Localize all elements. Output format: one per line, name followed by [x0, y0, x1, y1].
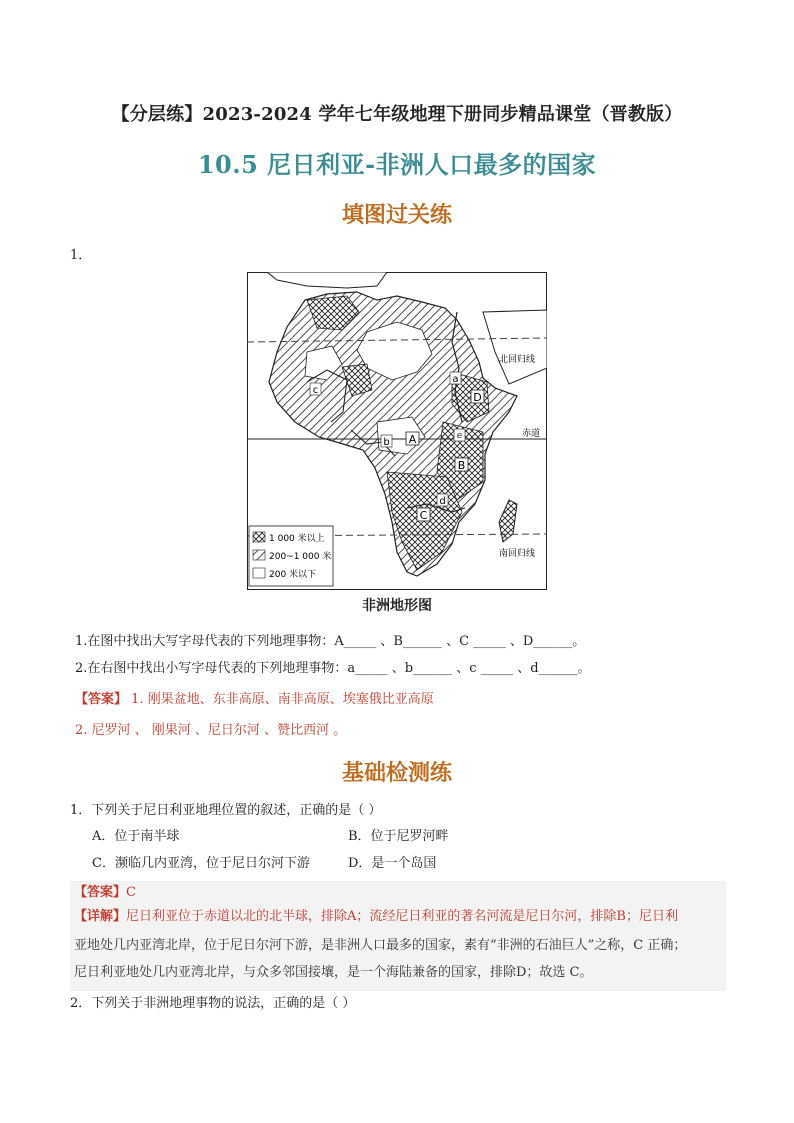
legend-low: 200 米以下	[269, 570, 317, 580]
option-b: B．位于尼罗河畔	[348, 829, 449, 844]
answer-value: C	[126, 885, 136, 900]
map-label-a: a	[452, 374, 459, 385]
africa-terrain-map	[247, 272, 547, 590]
question-1-stem: 1．下列关于尼日利亚地理位置的叙述，正确的是（ ）	[70, 803, 382, 818]
answer-block-2	[74, 883, 136, 903]
series-title: 【分层练】2023-2024 学年七年级地理下册同步精品课堂（晋教版）	[111, 104, 683, 125]
map-label-e: e	[456, 431, 463, 441]
section-title-basic: 基础检测练	[341, 760, 452, 786]
legend-mid: 200~1 000 米	[269, 552, 332, 562]
detail-tag: 【详解】	[74, 909, 127, 924]
fill-in-question-2: 2.在右图中找出小写字母代表的下列地理事物：a_____ 、b______ 、c _____ 、d______。	[75, 661, 591, 676]
map-label-B: B	[457, 459, 466, 472]
detail-text-1: 尼日利亚位于赤道以北的北半球，排除A；流经尼日利亚的著名河流是尼日尔河，排除B；尼日利	[126, 909, 678, 924]
question-number: 1．	[70, 248, 92, 263]
map-caption: 非洲地形图	[362, 598, 432, 614]
answer-tag: 【答案】	[74, 885, 127, 900]
tropic-of-cancer-label: 北回归线	[499, 355, 536, 365]
tropic-of-capricorn-label: 南回归线	[499, 549, 536, 559]
answer-block-1	[75, 690, 434, 710]
explanation-line-3: 尼日利亚地处几内亚湾北岸，与众多邻国接壤，是一个海陆兼备的国家，排除D；故选 C。	[74, 965, 593, 980]
option-a: A．位于南半球	[92, 829, 180, 844]
question-2-stem: 2．下列关于非洲地理事物的说法，正确的是（ ）	[70, 996, 356, 1011]
equator-label: 赤道	[522, 429, 541, 439]
explanation-line-1	[74, 906, 678, 928]
option-d: D．是一个岛国	[348, 856, 437, 871]
map-label-C: C	[419, 509, 428, 522]
legend-high: 1 000 米以上	[269, 534, 325, 544]
map-legend	[249, 526, 333, 586]
map-label-D: D	[473, 391, 482, 404]
map-label-d: d	[439, 496, 446, 507]
answer-line-1: 1. 刚果盆地、东非高原、南非高原、埃塞俄比亚高原	[131, 692, 434, 707]
answer-tag: 【答案】	[75, 692, 128, 707]
section-title-map: 填图过关练	[341, 202, 452, 228]
map-label-A: A	[408, 433, 417, 446]
option-c: C．濒临几内亚湾，位于尼日尔河下游	[92, 856, 310, 871]
map-label-b: b	[383, 437, 390, 448]
fill-in-question-1: 1.在图中找出大写字母代表的下列地理事物：A_____ 、B______ 、C _____ 、D______。	[75, 634, 586, 649]
map-label-c: c	[312, 385, 319, 396]
answer-line-2: 2. 尼罗河 、 刚果河 、尼日尔河 、赞比西河 。	[75, 723, 347, 738]
explanation-line-2: 亚地处几内亚湾北岸，位于尼日尔河下游，是非洲人口最多的国家，素有“非洲的石油巨人”之称，C 正确；	[74, 938, 687, 953]
lesson-title: 10.5 尼日利亚-非洲人口最多的国家	[197, 150, 597, 179]
